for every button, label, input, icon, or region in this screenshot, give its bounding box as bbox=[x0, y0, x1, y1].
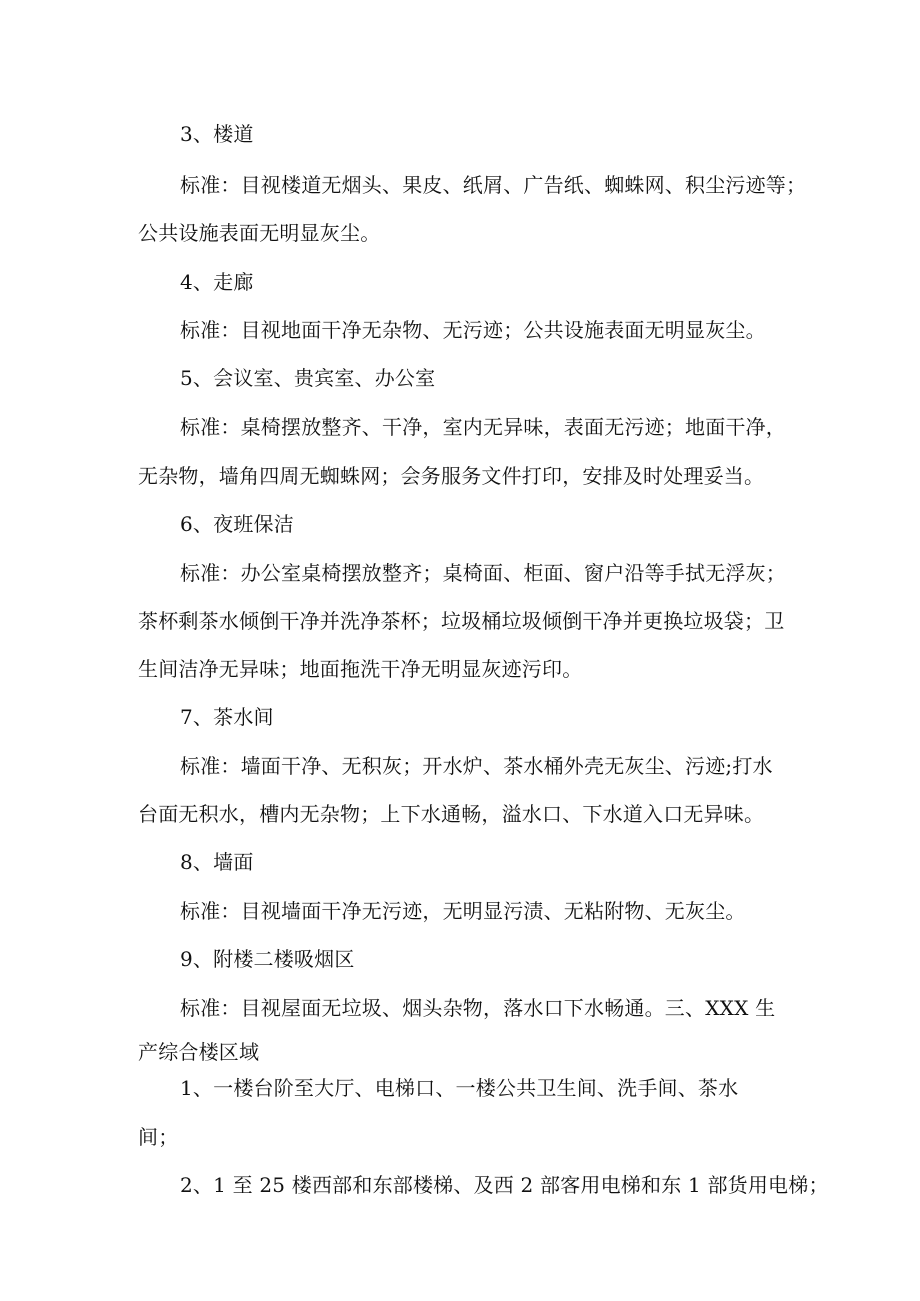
heading-tea-room: 7、茶水间 bbox=[180, 705, 274, 729]
heading-corridor-stairs: 3、楼道 bbox=[180, 122, 254, 146]
standard-text: 生间洁净无异味；地面拖洗干净无明显灰迹污印。 bbox=[138, 657, 583, 681]
standard-text: 标准：目视地面干净无杂物、无污迹；公共设施表面无明显灰尘。 bbox=[180, 318, 766, 342]
standard-text: 标准：目视屋面无垃圾、烟头杂物，落水口下水畅通。三、XXX 生 bbox=[180, 996, 776, 1020]
standard-text: 公共设施表面无明显灰尘。 bbox=[138, 221, 381, 245]
list-item: 2、1 至 25 楼西部和东部楼梯、及西 2 部客用电梯和东 1 部货用电梯； bbox=[180, 1173, 829, 1197]
heading-night-cleaning: 6、夜班保洁 bbox=[180, 512, 294, 536]
standard-text: 茶杯剩茶水倾倒干净并洗净茶杯；垃圾桶垃圾倾倒干净并更换垃圾袋；卫 bbox=[138, 609, 785, 633]
standard-text: 标准：桌椅摆放整齐、干净，室内无异味，表面无污迹；地面干净， bbox=[180, 415, 786, 439]
list-item-continuation: 间； bbox=[138, 1125, 179, 1149]
standard-text: 无杂物，墙角四周无蜘蛛网；会务服务文件打印，安排及时处理妥当。 bbox=[138, 464, 765, 488]
heading-walls: 8、墙面 bbox=[180, 850, 254, 874]
standard-text: 台面无积水，槽内无杂物；上下水通畅，溢水口、下水道入口无异味。 bbox=[138, 802, 765, 826]
heading-meeting-rooms: 5、会议室、贵宾室、办公室 bbox=[180, 366, 436, 390]
section-heading-continuation: 产综合楼区域 bbox=[138, 1040, 260, 1064]
standard-text: 标准：办公室桌椅摆放整齐；桌椅面、柜面、窗户沿等手拭无浮灰； bbox=[180, 561, 786, 585]
heading-smoking-area: 9、附楼二楼吸烟区 bbox=[180, 947, 355, 971]
standard-text: 标准：目视墙面干净无污迹，无明显污渍、无粘附物、无灰尘。 bbox=[180, 899, 746, 923]
heading-hallway: 4、走廊 bbox=[180, 270, 254, 294]
standard-text: 标准：墙面干净、无积灰；开水炉、茶水桶外壳无灰尘、污迹;打水 bbox=[180, 754, 773, 778]
list-item: 1、一楼台阶至大厅、电梯口、一楼公共卫生间、洗手间、茶水 bbox=[180, 1076, 739, 1100]
standard-text: 标准：目视楼道无烟头、果皮、纸屑、广告纸、蜘蛛网、积尘污迹等； bbox=[180, 173, 807, 197]
